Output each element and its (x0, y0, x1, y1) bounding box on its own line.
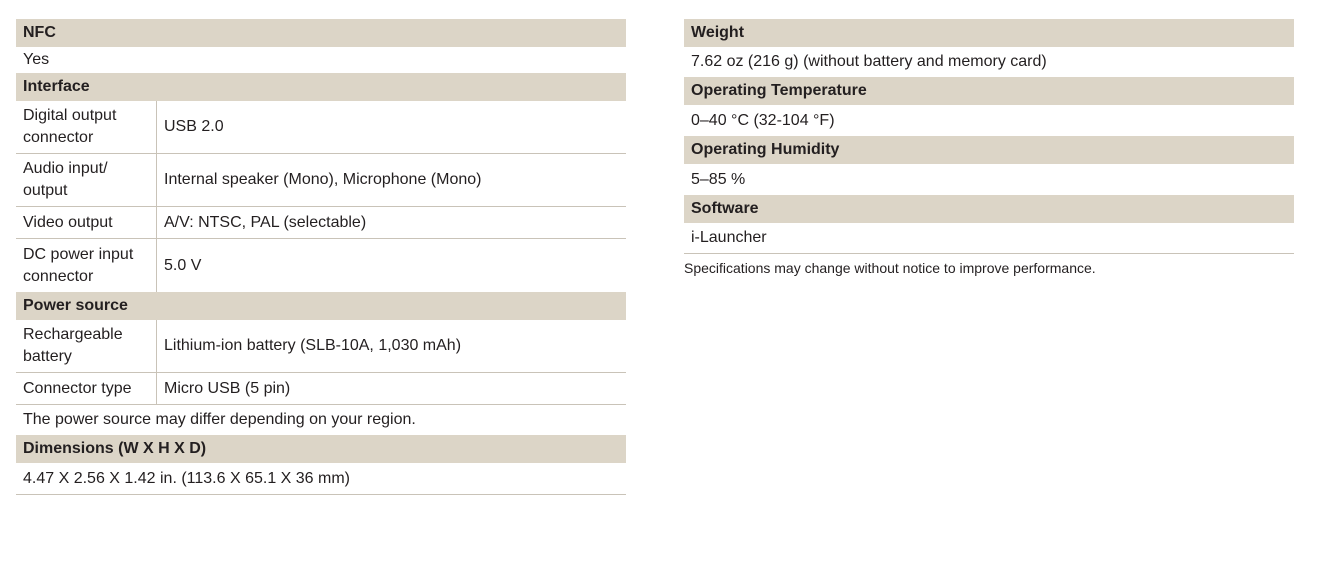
spec-row-dc-power (16, 239, 626, 292)
spec-table-left (16, 19, 626, 495)
spec-value: USB 2.0 (164, 118, 224, 135)
section-header-weight: Weight (684, 19, 1294, 47)
software-value: i-Launcher (684, 223, 1294, 254)
specifications-footnote: Specifications may change without notice to improve performance. (684, 260, 1096, 276)
section-header-operating-humidity: Operating Humidity (684, 136, 1294, 164)
power-source-note: The power source may differ depending on your region. (23, 411, 416, 428)
spec-label: DC power input connector (16, 239, 157, 292)
section-header-nfc: NFC (16, 19, 626, 47)
section-header-software: Software (684, 195, 1294, 223)
spec-table-right (684, 19, 1294, 276)
nfc-value: Yes (23, 51, 50, 68)
spec-value: Internal speaker (Mono), Microphone (Mono) (164, 171, 482, 188)
spec-value: 5.0 V (164, 256, 202, 274)
spec-row-battery (16, 320, 626, 373)
spec-value: A/V: NTSC, PAL (selectable) (164, 213, 367, 231)
section-header-interface: Interface (16, 73, 626, 101)
temperature-value: 0–40 °C (32-104 °F) (691, 111, 835, 129)
weight-value: 7.62 oz (216 g) (without battery and memory card) (691, 53, 1047, 70)
dimensions-value: 4.47 X 2.56 X 1.42 in. (113.6 X 65.1 X 36 mm) (16, 463, 626, 495)
humidity-value: 5–85 % (691, 170, 746, 188)
spec-label: Digital output connector (16, 101, 157, 153)
section-header-power-source: Power source (16, 292, 626, 320)
spec-label: Connector type (16, 373, 157, 404)
section-header-dimensions: Dimensions (W X H X D) (16, 435, 626, 463)
spec-label: Audio input/ output (16, 154, 157, 206)
spec-row-connector-type (16, 373, 626, 405)
spec-row-digital-output (16, 101, 626, 154)
spec-value: Lithium-ion battery (SLB-10A, 1,030 mAh) (164, 337, 462, 354)
spec-label: Video output (16, 207, 157, 238)
spec-label: Rechargeable battery (16, 320, 157, 372)
spec-value: Micro USB (5 pin) (164, 379, 291, 397)
section-header-operating-temperature: Operating Temperature (684, 77, 1294, 105)
spec-row-audio (16, 154, 626, 207)
spec-row-video-output (16, 207, 626, 239)
